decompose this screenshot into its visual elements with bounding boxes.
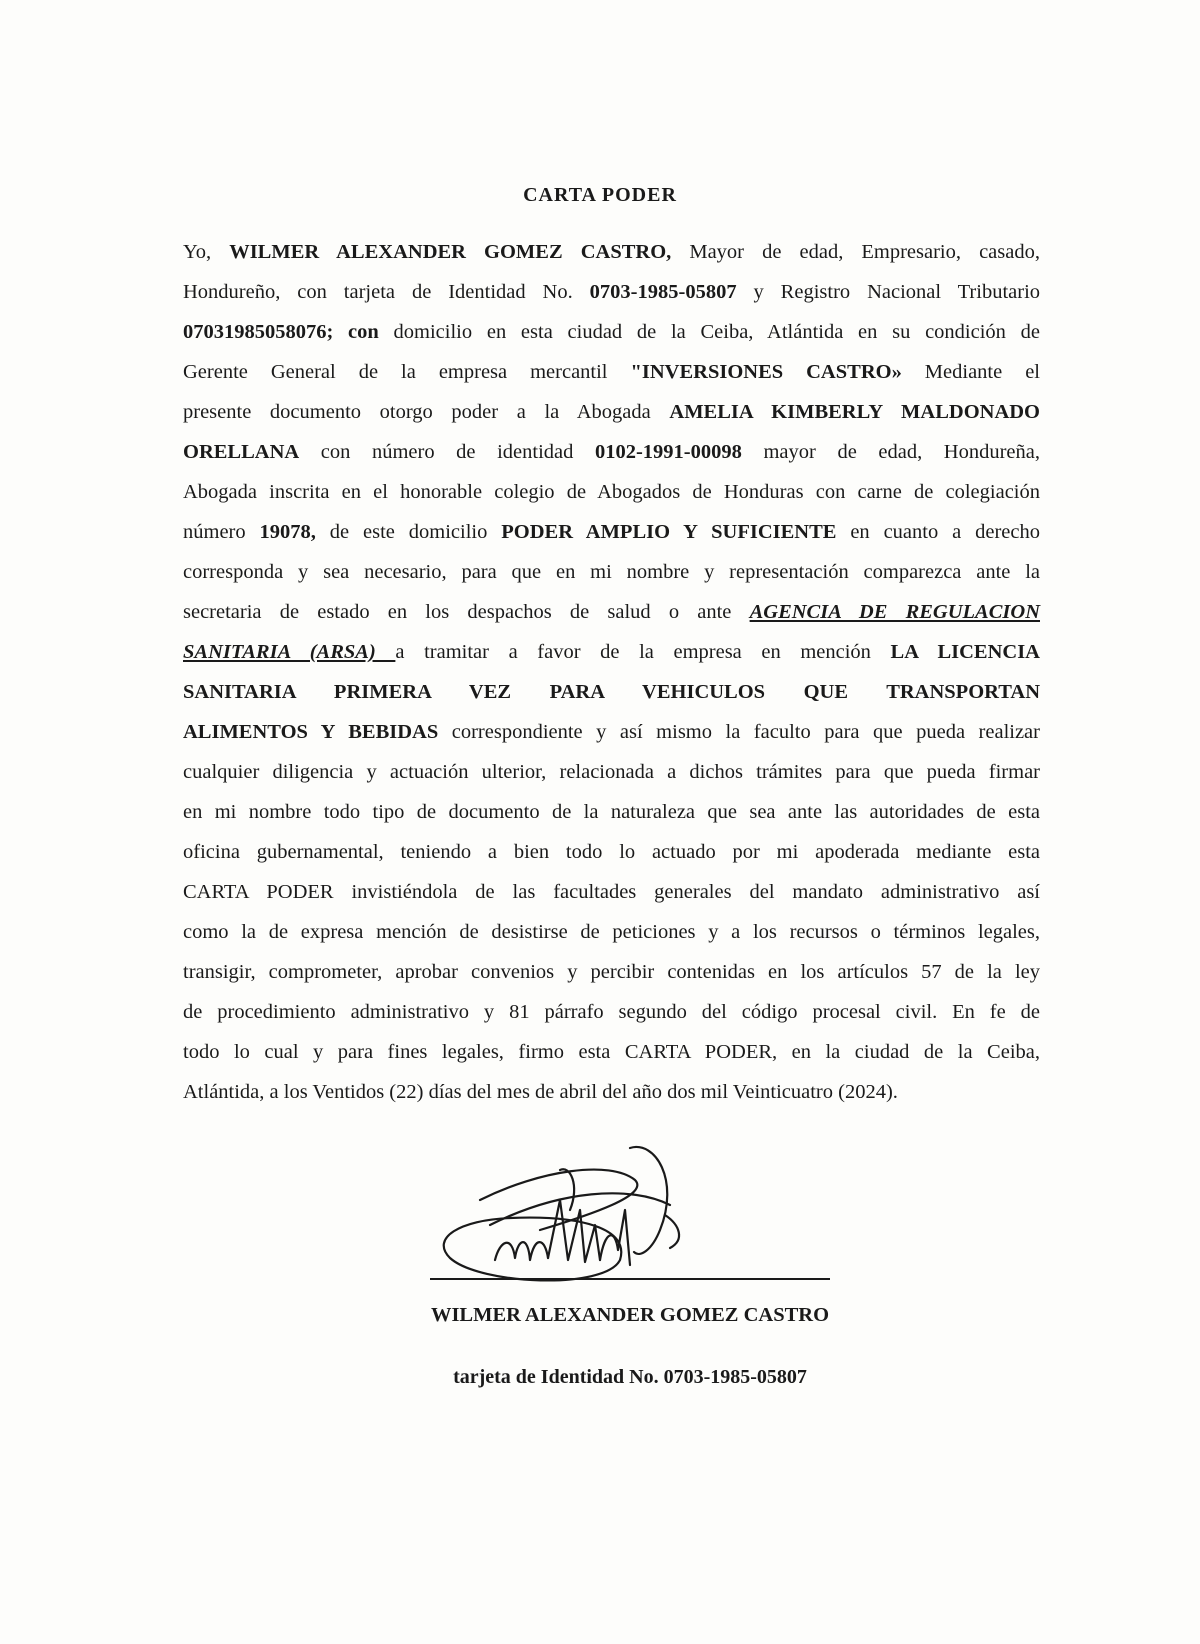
body-line <box>183 872 1040 912</box>
text-run: en cuanto a derecho <box>836 521 1040 543</box>
text-run: oficina gubernamental, teniendo a bien todo lo actuado por mi apoderada mediante esta <box>183 841 1040 863</box>
body-line <box>183 592 1040 632</box>
body-line <box>183 752 1040 792</box>
text-run-bold: WILMER ALEXANDER GOMEZ CASTRO, <box>229 241 672 263</box>
body-line <box>183 712 1040 752</box>
text-run-bold: ORELLANA <box>183 441 300 463</box>
body-line <box>183 272 1040 312</box>
text-run: número <box>183 521 260 543</box>
text-run: a tramitar a favor de la empresa en mención <box>395 641 891 663</box>
body-line <box>183 992 1040 1032</box>
body-line <box>183 512 1040 552</box>
text-run-bold: SANITARIA PRIMERA VEZ PARA VEHICULOS QUE TRANSPORTAN <box>183 681 1040 703</box>
handwritten-signature <box>420 1140 840 1300</box>
text-run: CARTA PODER invistiéndola de las facultades generales del mandato administrativo así <box>183 881 1040 903</box>
text-run: correspondiente y así mismo la faculto para que pueda realizar <box>438 721 1040 743</box>
body-line <box>183 1072 1040 1112</box>
text-run-bold: 0102-1991-00098 <box>594 441 742 463</box>
body-line <box>183 552 1040 592</box>
text-run: presente documento otorgo poder a la Abogada <box>183 401 670 423</box>
signature-drawing <box>420 1140 840 1300</box>
text-run-bold: "INVERSIONES CASTRO» <box>630 361 902 383</box>
text-run: transigir, comprometer, aprobar convenios y percibir contenidas en los artículos 57 de la ley <box>183 961 1040 983</box>
body-line <box>183 632 1040 672</box>
text-run: de este domicilio <box>315 521 502 543</box>
text-run-underlined-italic: SANITARIA (ARSA) <box>183 641 396 663</box>
text-run: como la de expresa mención de desistirse de peticiones y a los recursos o términos legales, <box>183 921 1040 943</box>
body-line <box>183 912 1040 952</box>
text-run-bold: 19078, <box>259 521 316 543</box>
body-line <box>183 232 1040 272</box>
text-run: con número de identidad <box>299 441 595 463</box>
body-line <box>183 472 1040 512</box>
text-run-bold: 0703-1985-05807 <box>589 281 737 303</box>
text-run: Atlántida, a los Ventidos (22) días del mes de abril del año dos mil Veinticuatro (2024). <box>183 1081 898 1103</box>
text-run: mayor de edad, Hondureña, <box>741 441 1040 463</box>
text-run-bold: ALIMENTOS Y BEBIDAS <box>183 721 439 743</box>
body-line <box>183 1032 1040 1072</box>
signer-id-number: tarjeta de Identidad No. 0703-1985-05807 <box>453 1366 807 1388</box>
text-run: secretaria de estado en los despachos de salud o ante <box>183 601 750 623</box>
text-run: y Registro Nacional Tributario <box>736 281 1041 303</box>
text-run-underlined-italic: AGENCIA DE REGULACION <box>749 601 1040 623</box>
text-run-bold: LA LICENCIA <box>890 641 1040 663</box>
document-title: CARTA PODER <box>523 184 677 206</box>
body-line <box>183 312 1040 352</box>
text-run: Gerente General de la empresa mercantil <box>183 361 631 383</box>
document-body <box>183 232 1040 1112</box>
text-run: Yo, <box>183 241 230 263</box>
text-run-bold: AMELIA KIMBERLY MALDONADO <box>669 401 1040 423</box>
text-run-bold: PODER AMPLIO Y SUFICIENTE <box>501 521 837 543</box>
text-run: Mayor de edad, Empresario, casado, <box>671 241 1040 263</box>
body-line <box>183 832 1040 872</box>
signer-name: WILMER ALEXANDER GOMEZ CASTRO <box>430 1304 830 1326</box>
body-line <box>183 672 1040 712</box>
signature-line <box>430 1278 830 1280</box>
body-line <box>183 392 1040 432</box>
body-line <box>183 792 1040 832</box>
text-run: todo lo cual y para fines legales, firmo esta CARTA PODER, en la ciudad de la Ceiba, <box>183 1041 1040 1063</box>
body-line <box>183 952 1040 992</box>
text-run: en mi nombre todo tipo de documento de la naturaleza que sea ante las autoridades de esta <box>183 801 1040 823</box>
text-run: Hondureño, con tarjeta de Identidad No. <box>183 281 590 303</box>
body-line <box>183 352 1040 392</box>
text-run: corresponda y sea necesario, para que en mi nombre y representación comparezca ante la <box>183 561 1040 583</box>
text-run: Mediante el <box>901 361 1041 383</box>
body-line <box>183 432 1040 472</box>
text-run-bold: 07031985058076; con <box>183 321 379 343</box>
text-run: domicilio en esta ciudad de la Ceiba, Atlántida en su condición de <box>378 321 1040 343</box>
text-run: de procedimiento administrativo y 81 párrafo segundo del código procesal civil. En fe de <box>183 1001 1040 1023</box>
text-run: cualquier diligencia y actuación ulterior, relacionada a dichos trámites para que pueda firmar <box>183 761 1040 783</box>
text-run: Abogada inscrita en el honorable colegio de Abogados de Honduras con carne de colegiación <box>183 481 1040 503</box>
